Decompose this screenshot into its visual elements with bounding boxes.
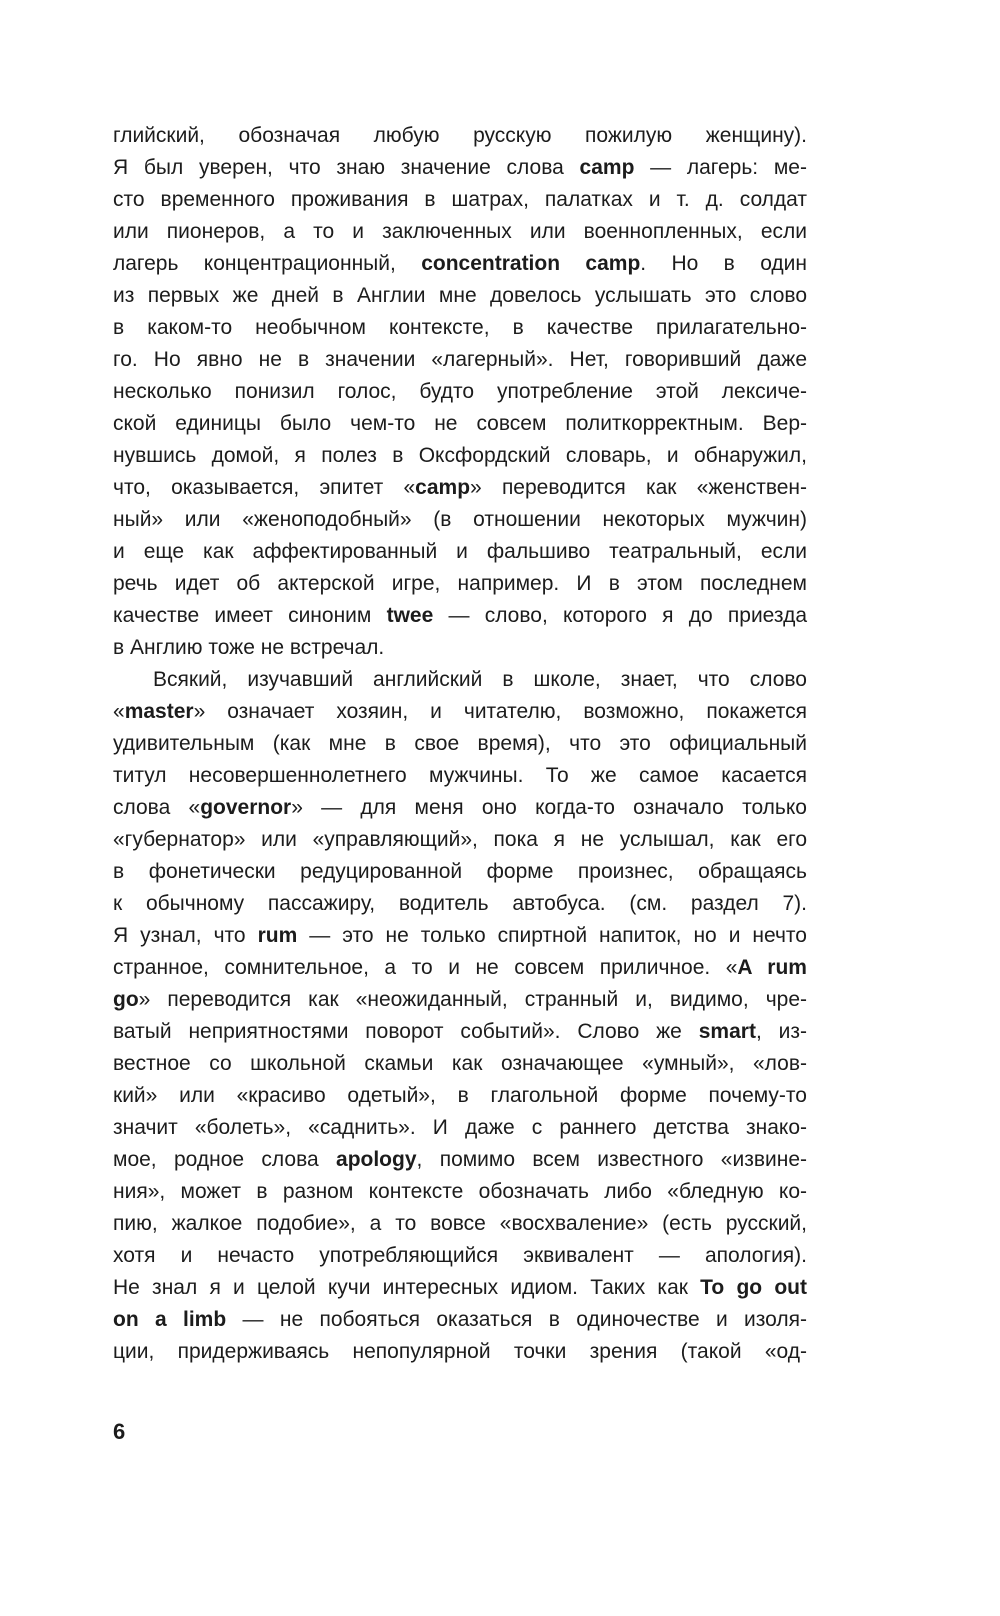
text-line — [113, 600, 807, 632]
text-line — [113, 344, 807, 376]
text-line — [113, 472, 807, 504]
text-line — [113, 376, 807, 408]
bold-term: rum — [257, 924, 298, 947]
text-run: ской единицы было чем-то не совсем политкорректным. Вер- — [113, 412, 807, 435]
text-run: или пионеров, а то и заключенных или военнопленных, если — [113, 220, 807, 243]
body-text — [113, 120, 807, 1368]
text-line — [113, 728, 807, 760]
text-line — [113, 440, 807, 472]
text-line — [113, 184, 807, 216]
text-line — [113, 536, 807, 568]
text-line — [113, 408, 807, 440]
text-run: и еще как аффектированный и фальшиво театральный, если — [113, 540, 807, 563]
text-line — [113, 888, 807, 920]
text-line — [113, 792, 807, 824]
bold-term: governor — [200, 796, 292, 819]
text-line — [113, 1336, 807, 1368]
bold-term: twee — [386, 604, 434, 627]
text-line — [113, 568, 807, 600]
text-line — [113, 856, 807, 888]
bold-term: go — [113, 988, 139, 1011]
text-run: что, оказывается, эпитет « — [113, 476, 416, 499]
text-line — [113, 1144, 807, 1176]
text-line — [113, 1112, 807, 1144]
text-run: Не знал я и целой кучи интересных идиом. Таких как — [113, 1276, 701, 1299]
text-run: титул несовершеннолетнего мужчины. То же самое касается — [113, 764, 807, 787]
bold-term: concentration camp — [421, 252, 641, 275]
text-line — [113, 1016, 807, 1048]
bold-term: camp — [579, 156, 635, 179]
text-run: ный» или «женоподобный» (в отношении некоторых мужчин) — [113, 508, 807, 531]
text-line — [113, 312, 807, 344]
text-run: сто временного проживания в шатрах, палатках и т. д. солдат — [113, 188, 807, 211]
text-line — [113, 1048, 807, 1080]
text-line — [113, 1080, 807, 1112]
text-run: пию, жалкое подобие», а то вовсе «восхваление» (есть русский, — [113, 1212, 807, 1235]
bold-term: master — [124, 700, 194, 723]
text-run: » означает хозяин, и читателю, возможно, покажется — [193, 700, 807, 723]
text-run: из первых же дней в Англии мне довелось услышать это слово — [113, 284, 807, 307]
text-run: в Англию тоже не встречал. — [113, 636, 385, 659]
text-line — [113, 1208, 807, 1240]
text-run: » — для меня оно когда-то означало только — [291, 796, 807, 819]
text-run: вестное со школьной скамьи как означающее «умный», «лов- — [113, 1052, 807, 1075]
text-line — [113, 120, 807, 152]
text-run: — слово, которого я до приезда — [433, 604, 807, 627]
text-run: Я был уверен, что знаю значение слова — [113, 156, 580, 179]
text-line — [113, 280, 807, 312]
text-run: — это не только спиртной напиток, но и нечто — [297, 924, 807, 947]
text-run: несколько понизил голос, будто употребление этой лексиче- — [113, 380, 807, 403]
text-line — [113, 152, 807, 184]
text-line — [113, 216, 807, 248]
text-run: » переводится как «неожиданный, странный и, видимо, чре- — [138, 988, 807, 1011]
text-run: слова « — [113, 796, 201, 819]
bold-term: camp — [415, 476, 471, 499]
text-line — [113, 984, 807, 1016]
text-run: речь идет об актерской игре, например. И в этом последнем — [113, 572, 807, 595]
text-run: Я узнал, что — [113, 924, 258, 947]
text-run: — лагерь: ме- — [634, 156, 807, 179]
text-run: Всякий, изучавший английский в школе, знает, что слово — [153, 668, 807, 691]
text-run: » переводится как «женствен- — [470, 476, 808, 499]
text-line — [113, 1176, 807, 1208]
text-line — [113, 920, 807, 952]
text-run: , из- — [755, 1020, 807, 1043]
text-run: в фонетически редуцированной форме произнес, обращаясь — [113, 860, 807, 883]
text-run: удивительным (как мне в свое время), что это официальный — [113, 732, 807, 755]
bold-term: To go out — [700, 1276, 807, 1299]
text-run: ции, придерживаясь непопулярной точки зрения (такой «од- — [113, 1340, 807, 1363]
text-run: мое, родное слова — [113, 1148, 337, 1171]
text-line — [113, 504, 807, 536]
bold-term: A rum — [737, 956, 807, 979]
page-number: 6 — [113, 1419, 126, 1444]
text-run: нувшись домой, я полез в Оксфордский словарь, и обнаружил, — [113, 444, 807, 467]
text-run: кий» или «красиво одетый», в глагольной форме почему-то — [113, 1084, 807, 1107]
text-line — [113, 760, 807, 792]
text-line — [113, 1240, 807, 1272]
bold-term: smart — [698, 1020, 756, 1043]
text-run: к обычному пассажиру, водитель автобуса. (см. раздел 7). — [113, 892, 807, 915]
text-line — [113, 824, 807, 856]
text-run: ния», может в разном контексте обозначать либо «бледную ко- — [113, 1180, 807, 1203]
text-run: хотя и нечасто употребляющийся эквивалент — апология). — [113, 1244, 807, 1267]
text-run: , помимо всем известного «извине- — [416, 1148, 807, 1171]
text-run: в каком-то необычном контексте, в качестве прилагательно- — [113, 316, 807, 339]
text-run: . Но в один — [640, 252, 808, 275]
text-run: « — [113, 700, 125, 723]
text-line — [113, 1272, 807, 1304]
text-run: лагерь концентрационный, — [113, 252, 422, 275]
text-run: значит «болеть», «саднить». И даже с раннего детства знако- — [113, 1116, 807, 1139]
text-run: глийский, обозначая любую русскую пожилую женщину). — [113, 124, 807, 147]
text-line — [113, 1304, 807, 1336]
text-line — [113, 696, 807, 728]
text-line — [113, 248, 807, 280]
text-line — [113, 952, 807, 984]
text-run: ватый неприятностями поворот событий». Слово же — [113, 1020, 699, 1043]
bold-term: apology — [336, 1148, 417, 1171]
text-run: — не побояться оказаться в одиночестве и изоля- — [226, 1308, 807, 1331]
text-run: качестве имеет синоним — [113, 604, 387, 627]
text-run: го. Но явно не в значении «лагерный». Нет, говоривший даже — [113, 348, 807, 371]
bold-term: on a limb — [113, 1308, 227, 1331]
text-run: «губернатор» или «управляющий», пока я не услышал, как его — [113, 828, 807, 851]
text-run: странное, сомнительное, а то и не совсем приличное. « — [113, 956, 738, 979]
text-line — [113, 664, 807, 696]
text-line — [113, 632, 807, 664]
